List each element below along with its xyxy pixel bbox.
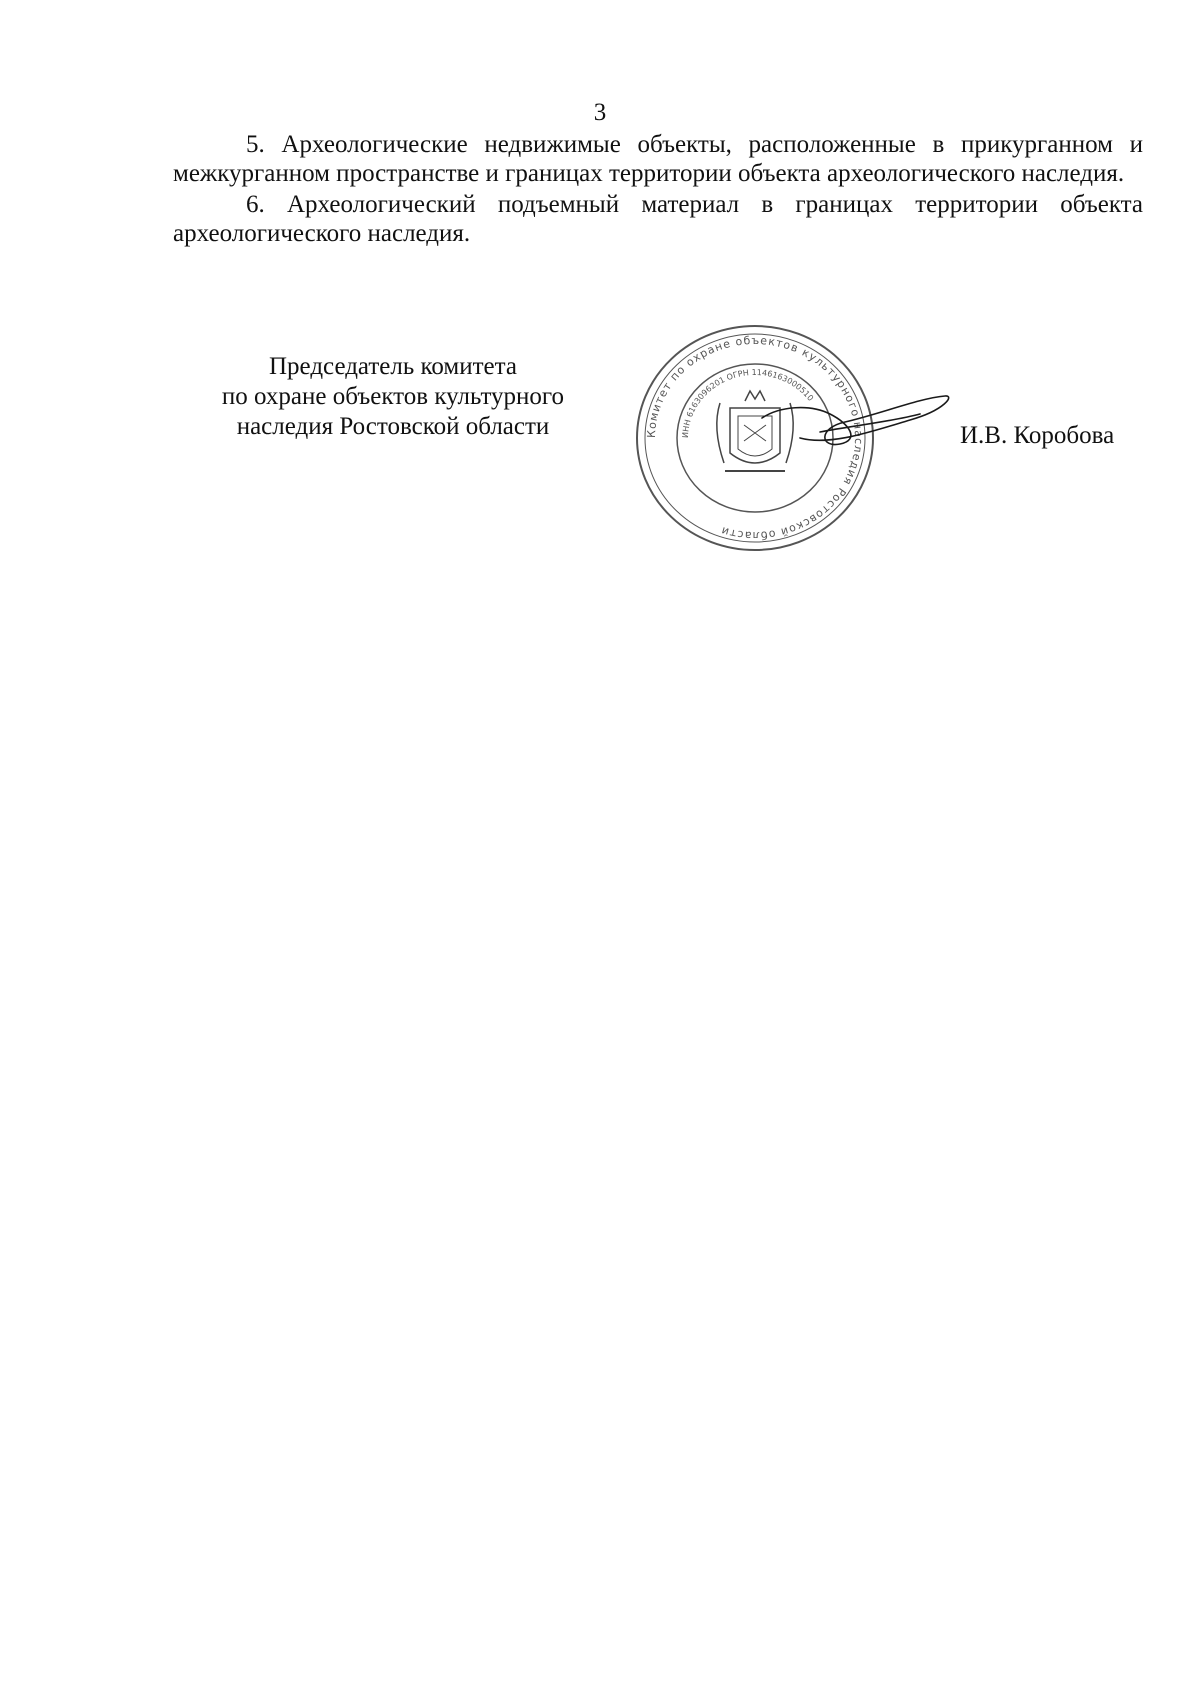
paragraph-6: 6. Археологический подъемный материал в границах территории объекта археологического наследия. [173,191,1143,247]
handwritten-signature [760,388,950,468]
document-body [173,130,1143,248]
seal-outer-text: Комитет по охране объектов культурного наследия Ростовской области [644,333,866,543]
seal-inner-text: ИНН 6163096201 ОГРН 1146163000510 [680,367,816,439]
signatory-name: И.В. Коробова [960,422,1115,449]
signatory-position [173,352,613,442]
position-line-2: по охране объектов культурного [221,383,565,410]
page-number: 3 [593,99,607,126]
position-line-3: наследия Ростовской области [236,413,550,440]
paragraph-5: 5. Археологические недвижимые объекты, расположенные в прикурганном и межкурганном пространстве и границах территории объекта археологического наследия. [173,131,1143,187]
position-line-1: Председатель комитета [269,353,517,380]
